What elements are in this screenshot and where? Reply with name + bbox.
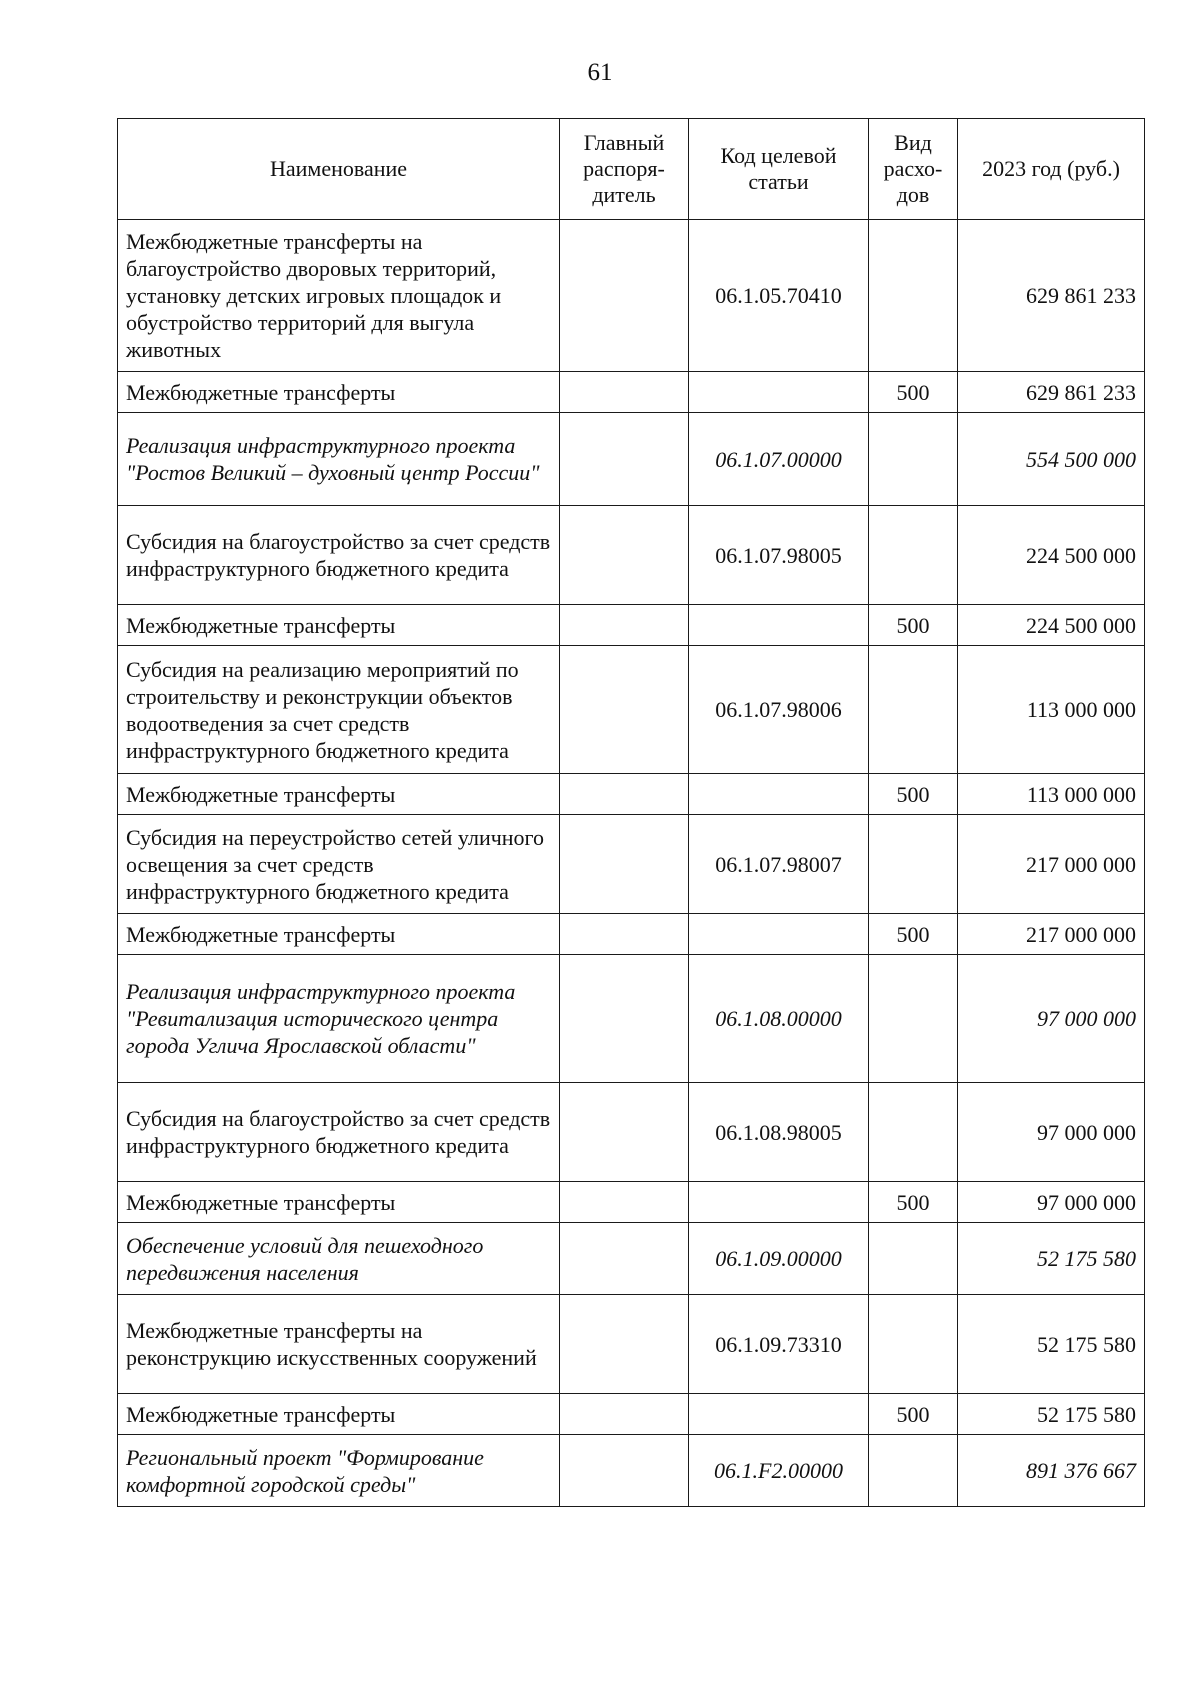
cell-kind: 500 xyxy=(869,914,958,955)
cell-org xyxy=(560,413,689,506)
cell-code xyxy=(689,914,869,955)
table-row xyxy=(118,1295,1145,1394)
table-row xyxy=(118,372,1145,413)
cell-code: 06.1.05.70410 xyxy=(689,220,869,372)
cell-kind: 500 xyxy=(869,774,958,815)
cell-org xyxy=(560,1182,689,1223)
header-code: Код целевой статьи xyxy=(689,119,869,220)
table-row xyxy=(118,955,1145,1083)
cell-kind xyxy=(869,220,958,372)
cell-code xyxy=(689,372,869,413)
cell-kind: 500 xyxy=(869,1182,958,1223)
cell-code: 06.1.09.73310 xyxy=(689,1295,869,1394)
cell-name: Межбюджетные трансферты на реконструкцию искусственных сооружений xyxy=(118,1295,560,1394)
cell-org xyxy=(560,774,689,815)
cell-name: Межбюджетные трансферты xyxy=(118,605,560,646)
table-row xyxy=(118,1083,1145,1182)
table-row xyxy=(118,413,1145,506)
table-row xyxy=(118,1394,1145,1435)
table-row xyxy=(118,774,1145,815)
cell-org xyxy=(560,815,689,914)
cell-amount: 629 861 233 xyxy=(958,220,1145,372)
cell-amount: 97 000 000 xyxy=(958,955,1145,1083)
cell-name: Субсидия на переустройство сетей уличного освещения за счет средств инфраструктурного бюджетного кредита xyxy=(118,815,560,914)
cell-amount: 52 175 580 xyxy=(958,1394,1145,1435)
table-row xyxy=(118,1182,1145,1223)
cell-code: 06.1.09.00000 xyxy=(689,1223,869,1295)
table-row xyxy=(118,1435,1145,1507)
cell-name: Субсидия на реализацию мероприятий по строительству и реконструкции объектов водоотведения за счет средств инфраструктурного бюджетного кредита xyxy=(118,646,560,774)
cell-org xyxy=(560,914,689,955)
cell-kind xyxy=(869,646,958,774)
cell-org xyxy=(560,1223,689,1295)
cell-name: Межбюджетные трансферты xyxy=(118,774,560,815)
cell-code: 06.1.07.98005 xyxy=(689,506,869,605)
table-row xyxy=(118,815,1145,914)
cell-kind xyxy=(869,1295,958,1394)
table-row xyxy=(118,220,1145,372)
cell-amount: 224 500 000 xyxy=(958,605,1145,646)
cell-kind xyxy=(869,1435,958,1507)
cell-name: Реализация инфраструктурного проекта "Ростов Великий – духовный центр России" xyxy=(118,413,560,506)
cell-code xyxy=(689,774,869,815)
cell-kind: 500 xyxy=(869,605,958,646)
table-row xyxy=(118,1223,1145,1295)
cell-code xyxy=(689,1394,869,1435)
cell-amount: 97 000 000 xyxy=(958,1083,1145,1182)
cell-name: Межбюджетные трансферты xyxy=(118,1182,560,1223)
cell-org xyxy=(560,220,689,372)
cell-org xyxy=(560,1083,689,1182)
cell-name: Межбюджетные трансферты xyxy=(118,914,560,955)
cell-name: Субсидия на благоустройство за счет средств инфраструктурного бюджетного кредита xyxy=(118,506,560,605)
cell-name: Региональный проект "Формирование комфортной городской среды" xyxy=(118,1435,560,1507)
cell-code: 06.1.08.00000 xyxy=(689,955,869,1083)
cell-amount: 554 500 000 xyxy=(958,413,1145,506)
cell-amount: 224 500 000 xyxy=(958,506,1145,605)
table-row xyxy=(118,506,1145,605)
cell-amount: 891 376 667 xyxy=(958,1435,1145,1507)
cell-kind xyxy=(869,1083,958,1182)
cell-name: Межбюджетные трансферты на благоустройство дворовых территорий, установку детских игровых площадок и обустройство территорий для выгула животных xyxy=(118,220,560,372)
cell-org xyxy=(560,605,689,646)
cell-code: 06.1.07.00000 xyxy=(689,413,869,506)
header-org: Главный распоря-дитель xyxy=(560,119,689,220)
cell-name: Субсидия на благоустройство за счет средств инфраструктурного бюджетного кредита xyxy=(118,1083,560,1182)
cell-amount: 52 175 580 xyxy=(958,1223,1145,1295)
table-header-row xyxy=(118,119,1145,220)
cell-name: Межбюджетные трансферты xyxy=(118,1394,560,1435)
cell-amount: 113 000 000 xyxy=(958,774,1145,815)
cell-org xyxy=(560,372,689,413)
cell-name: Обеспечение условий для пешеходного передвижения населения xyxy=(118,1223,560,1295)
cell-kind: 500 xyxy=(869,372,958,413)
cell-amount: 217 000 000 xyxy=(958,914,1145,955)
cell-amount: 217 000 000 xyxy=(958,815,1145,914)
cell-org xyxy=(560,955,689,1083)
header-kind: Вид расхо-дов xyxy=(869,119,958,220)
cell-org xyxy=(560,646,689,774)
cell-amount: 629 861 233 xyxy=(958,372,1145,413)
cell-org xyxy=(560,1295,689,1394)
cell-code xyxy=(689,1182,869,1223)
cell-kind xyxy=(869,413,958,506)
cell-org xyxy=(560,506,689,605)
cell-code: 06.1.08.98005 xyxy=(689,1083,869,1182)
cell-org xyxy=(560,1435,689,1507)
cell-amount: 52 175 580 xyxy=(958,1295,1145,1394)
cell-code xyxy=(689,605,869,646)
header-amount: 2023 год (руб.) xyxy=(958,119,1145,220)
cell-kind xyxy=(869,1223,958,1295)
cell-name: Реализация инфраструктурного проекта "Ревитализация исторического центра города Углича Ярославской области" xyxy=(118,955,560,1083)
table-row xyxy=(118,914,1145,955)
cell-kind xyxy=(869,506,958,605)
table-row xyxy=(118,646,1145,774)
header-name: Наименование xyxy=(118,119,560,220)
cell-org xyxy=(560,1394,689,1435)
cell-kind: 500 xyxy=(869,1394,958,1435)
page-number: 61 xyxy=(587,59,613,86)
cell-amount: 113 000 000 xyxy=(958,646,1145,774)
cell-name: Межбюджетные трансферты xyxy=(118,372,560,413)
table-row xyxy=(118,605,1145,646)
cell-amount: 97 000 000 xyxy=(958,1182,1145,1223)
cell-code: 06.1.07.98007 xyxy=(689,815,869,914)
cell-code: 06.1.F2.00000 xyxy=(689,1435,869,1507)
cell-kind xyxy=(869,955,958,1083)
budget-table xyxy=(117,118,1145,1507)
cell-kind xyxy=(869,815,958,914)
table-body xyxy=(118,220,1145,1507)
cell-code: 06.1.07.98006 xyxy=(689,646,869,774)
